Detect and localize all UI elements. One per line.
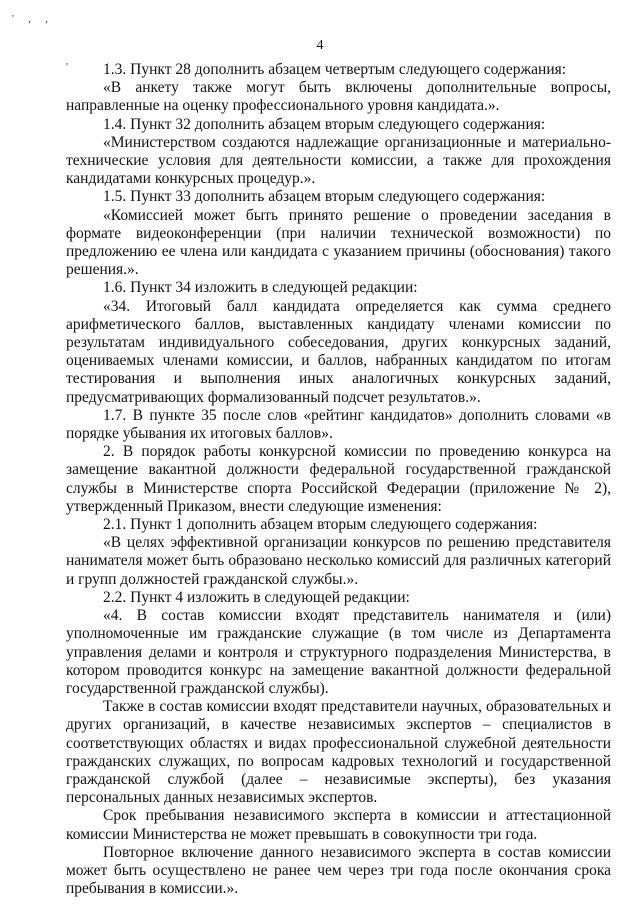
paragraph-1-3-text: «В анкету также могут быть включены дополнительные вопросы, направленные на оценку профессионального уровня кандидата.».	[66, 79, 611, 115]
paragraph-2-1-text: «В целях эффективной организации конкурсов по решению представителя нанимателя может быть образовано несколько комиссий для различных категорий и групп должностей гражданской службы.».	[66, 534, 611, 588]
paragraph-2-2-text: «4. В состав комиссии входят представитель нанимателя и (или) уполномоченные им гражданские служащие (в том числе из Департамента управления делами и контроля и структурного подразделения Министерства, в котором проводится конкурс на замещение вакантной должности федеральной государственной гражданской службы).	[66, 607, 611, 697]
paragraph-1-5: 1.5. Пункт 33 дополнить абзацем вторым следующего содержания:	[103, 188, 546, 206]
paragraph-2-2: 2.2. Пункт 4 изложить в следующей редакции:	[103, 588, 410, 606]
scan-corner-marks: ' , ,	[12, 14, 54, 25]
paragraph-1-7: 1.7. В пункте 35 после слов «рейтинг кандидатов» дополнить словами «в порядке убывания их итоговых баллов».	[66, 406, 611, 443]
paragraph-experts: Также в состав комиссии входят представители научных, образовательных и других организаций, в качестве независимых экспертов – специалистов в соответствующих областях и видах профессиональной служебной деятельности гражданских служащих, по вопросам кадровых технологий и государственной гражданской службой (далее – независимые эксперты), без указания персональных данных независимых экспертов.	[66, 698, 611, 807]
paragraph-2: 2. В порядок работы конкурсной комиссии по проведению конкурса на замещение вакантной должности федеральной государственной гражданской службы в Министерстве спорта Российской Федерации (приложение № 2), утвержденный Приказом, внести следующие изменения:	[66, 443, 611, 515]
paragraph-1-4-text: «Министерством создаются надлежащие организационные и материально-технические условия для деятельности комиссии, а также для прохождения кандидатами конкурсных процедур.».	[66, 133, 611, 188]
paragraph-1-6-text: «34. Итоговый балл кандидата определяется как сумма среднего арифметического баллов, выставленных кандидату членами комиссии по результатам индивидуального собеседования, других конкурсных заданий, оцениваемых членами комиссии, и баллов, набранных кандидатом по итогам тестирования и выполнения иных аналогичных конкурсных заданий, предусматривающих формализованный подсчет результатов.».	[66, 297, 611, 406]
paragraph-1-3: 1.3. Пункт 28 дополнить абзацем четвертым следующего содержания:	[103, 61, 567, 78]
paragraph-2-1: 2.1. Пункт 1 дополнить абзацем вторым следующего содержания:	[103, 516, 538, 534]
page-number: 4	[316, 38, 324, 53]
paragraph-1-6: 1.6. Пункт 34 изложить в следующей редакции:	[103, 279, 418, 297]
document-body	[66, 61, 611, 898]
paragraph-term: Срок пребывания независимого эксперта в комиссии и аттестационной комиссии Министерства не может превышать в совокупности три года.	[66, 807, 611, 843]
paragraph-1-5-text: «Комиссией может быть принято решение о проведении заседания в формате видеоконференции (при наличии технической возможности) по предложению ее члена или кандидата с указанием причины (обоснования) такого решения.».	[66, 206, 611, 279]
paragraph-reinclusion: Повторное включение данного независимого эксперта в состав комиссии может быть осуществлено не ранее чем через три года после окончания срока пребывания в комиссии.».	[66, 843, 611, 898]
margin-tick: '	[66, 62, 68, 73]
paragraph-1-4: 1.4. Пункт 32 дополнить абзацем вторым следующего содержания:	[103, 115, 546, 133]
